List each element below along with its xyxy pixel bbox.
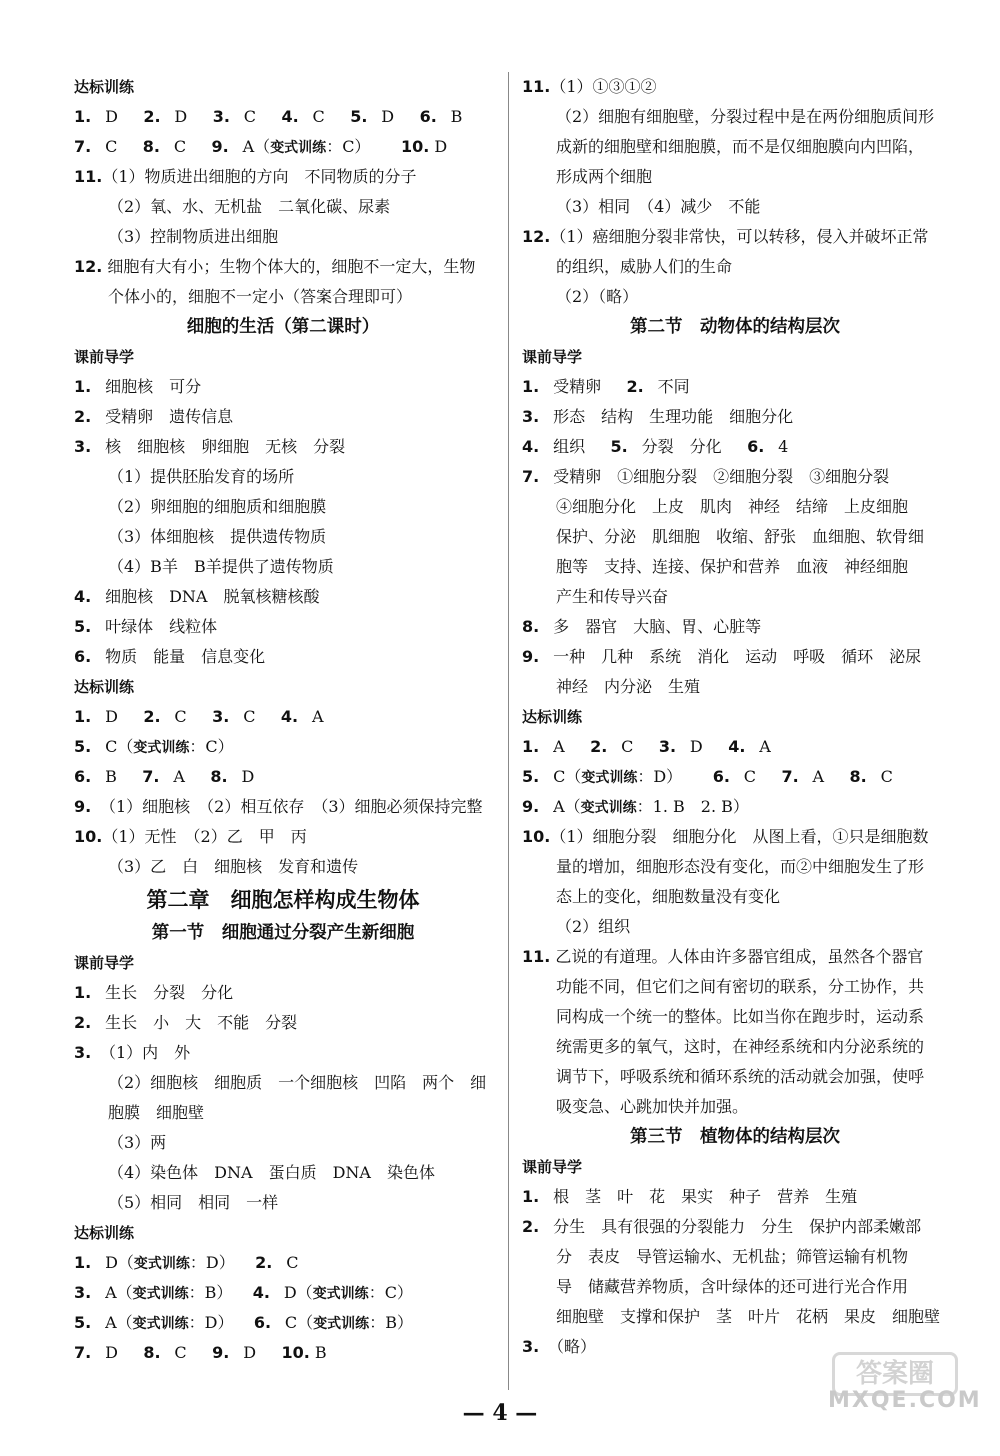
section-heading: 达标训练	[522, 708, 583, 726]
answer-line: 7. 受精卵 ①细胞分裂 ②细胞分裂 ③细胞分裂	[522, 467, 890, 486]
answer-line: 7. D 8. C 9. D 10. B	[74, 1343, 327, 1362]
answer-continuation: （2）细胞有细胞壁，分裂过程中是在两份细胞质间形	[556, 107, 935, 126]
answer-line: 10.（1）无性 （2）乙 甲 丙	[74, 827, 307, 846]
answer-line: 4. 组织 5. 分裂 分化 6. 4	[522, 437, 789, 456]
answer-line: 9. （1）细胞核 （2）相互依存 （3）细胞必须保持完整	[74, 797, 483, 816]
answer-line: 9. A（变式训练：1. B 2. B）	[522, 797, 749, 816]
answer-continuation: 吸变急、心跳加快并加强。	[556, 1097, 749, 1116]
answer-line: 5. 叶绿体 线粒体	[74, 617, 218, 636]
answer-continuation: 产生和传导兴奋	[556, 587, 669, 606]
section-heading: 达标训练	[74, 678, 135, 696]
answer-continuation: 统需更多的氧气，这时，在神经系统和内分泌系统的	[556, 1037, 925, 1056]
answer-line: 1. 细胞核 可分	[74, 377, 202, 396]
page-number: — 4 —	[462, 1400, 538, 1426]
answer-continuation: （2）组织	[556, 917, 631, 936]
section-heading: 课前导学	[522, 1158, 583, 1176]
answer-continuation: 细胞壁 支撑和保护 茎 叶片 花柄 果皮 细胞壁	[556, 1307, 941, 1326]
answer-line: 9. 一种 几种 系统 消化 运动 呼吸 循环 泌尿	[522, 647, 922, 666]
chapter-title: 第二章 细胞怎样构成生物体	[146, 888, 420, 912]
answer-line: 11. 乙说的有道理。人体由许多器官组成，虽然各个器官	[522, 947, 924, 966]
answer-continuation: 分 表皮 导管运输水、无机盐；筛管运输有机物	[556, 1247, 909, 1266]
answer-continuation: （2）细胞核 细胞质 一个细胞核 凹陷 两个 细	[108, 1073, 487, 1092]
answer-line: 3. （略）	[522, 1337, 597, 1356]
answer-continuation: 导 储藏营养物质，含叶绿体的还可进行光合作用	[556, 1277, 909, 1296]
answer-line: 5. C（变式训练：C）	[74, 737, 234, 756]
answer-line: 1. A 2. C 3. D 4. A	[522, 737, 771, 756]
answer-continuation: 调节下，呼吸系统和循环系统的活动就会加强，使呼	[556, 1067, 925, 1086]
answer-line: 2. 生长 小 大 不能 分裂	[74, 1013, 298, 1032]
answer-line: 6. 物质 能量 信息变化	[74, 647, 266, 666]
answer-continuation: （4）B羊 B羊提供了遗传物质	[108, 557, 334, 576]
answer-continuation: 个体小的，细胞不一定小（答案合理即可）	[108, 287, 413, 306]
watermark-logo: 答案圈	[832, 1352, 958, 1396]
answer-line: 11.（1）①③①②	[522, 77, 657, 96]
answer-line: 2. 受精卵 遗传信息	[74, 407, 234, 426]
answer-continuation: 同构成一个统一的整体。比如当你在跑步时，运动系	[556, 1007, 925, 1026]
answer-continuation: （3）乙 白 细胞核 发育和遗传	[108, 857, 359, 876]
answer-line: 1. 根 茎 叶 花 果实 种子 营养 生殖	[522, 1187, 858, 1206]
left-column	[74, 72, 492, 1368]
answer-line: 8. 多 器官 大脑、胃、心脏等	[522, 617, 762, 636]
answer-continuation: 态上的变化，细胞数量没有变化	[556, 887, 781, 906]
answer-continuation: 神经 内分泌 生殖	[556, 677, 701, 696]
answer-continuation: 成新的细胞壁和细胞膜，而不是仅细胞膜向内凹陷，	[556, 137, 925, 156]
answer-line: 12. 细胞有大有小；生物个体大的，细胞不一定大，生物	[74, 257, 476, 276]
answer-continuation: （3）控制物质进出细胞	[108, 227, 279, 246]
answer-line: 3. 形态 结构 生理功能 细胞分化	[522, 407, 794, 426]
answer-continuation: 形成两个细胞	[556, 167, 653, 186]
answer-line: 1. 受精卵 2. 不同	[522, 377, 690, 396]
answer-continuation: （2）氧、水、无机盐 二氧化碳、尿素	[108, 197, 391, 216]
section-heading: 课前导学	[74, 954, 135, 972]
answer-line: 12.（1）癌细胞分裂非常快，可以转移，侵入并破坏正常	[522, 227, 929, 246]
answer-continuation: （4）染色体 DNA 蛋白质 DNA 染色体	[108, 1163, 435, 1182]
answer-continuation: （3）相同 （4）减少 不能	[556, 197, 761, 216]
section-title: 第二节 动物体的结构层次	[630, 317, 840, 337]
answer-line: 10.（1）细胞分裂 细胞分化 从图上看，①只是细胞数	[522, 827, 929, 846]
watermark-text: MXQE.COM	[828, 1388, 982, 1413]
answer-continuation: （3）体细胞核 提供遗传物质	[108, 527, 327, 546]
answer-line: 3. A（变式训练：B） 4. D（变式训练：C）	[74, 1283, 413, 1302]
answer-line: 1. 生长 分裂 分化	[74, 983, 234, 1002]
section-title: 第三节 植物体的结构层次	[630, 1127, 840, 1147]
answer-continuation: （2）（略）	[556, 287, 639, 306]
answer-line: 3. （1）内 外	[74, 1043, 191, 1062]
answer-continuation: 胞膜 细胞壁	[108, 1103, 205, 1122]
section-heading: 达标训练	[74, 78, 135, 96]
answer-continuation: （2）卵细胞的细胞质和细胞膜	[108, 497, 327, 516]
answer-line: 1. D（变式训练：D） 2. C	[74, 1253, 299, 1272]
section-heading: 课前导学	[522, 348, 583, 366]
answer-continuation: 保护、分泌 肌细胞 收缩、舒张 血细胞、软骨细	[556, 527, 925, 546]
answer-line: 7. C 8. C 9. A（变式训练：C） 10. D	[74, 137, 448, 156]
answer-line: 4. 细胞核 DNA 脱氧核糖核酸	[74, 587, 320, 606]
answer-line: 3. 核 细胞核 卵细胞 无核 分裂	[74, 437, 346, 456]
answer-line: 1. D 2. D 3. C 4. C 5. D 6. B	[74, 107, 463, 126]
answer-line: 2. 分生 具有很强的分裂能力 分生 保护内部柔嫩部	[522, 1217, 922, 1236]
answer-line: 5. C（变式训练：D） 6. C 7. A 8. C	[522, 767, 893, 786]
answer-continuation: 量的增加，细胞形态没有变化，而②中细胞发生了形	[556, 857, 925, 876]
section-title: 细胞的生活（第二课时）	[186, 317, 380, 337]
section-heading: 达标训练	[74, 1224, 135, 1242]
answer-line: 11.（1）物质进出细胞的方向 不同物质的分子	[74, 167, 417, 186]
column-divider	[508, 72, 509, 1390]
section-heading: 课前导学	[74, 348, 135, 366]
answer-line: 6. B 7. A 8. D	[74, 767, 255, 786]
answer-continuation: 功能不同，但它们之间有密切的联系，分工协作，共	[556, 977, 925, 996]
answer-continuation: （5）相同 相同 一样	[108, 1193, 279, 1212]
section-title: 第一节 细胞通过分裂产生新细胞	[151, 923, 415, 943]
answer-line: 5. A（变式训练：D） 6. C（变式训练：B）	[74, 1313, 413, 1332]
answer-line: 1. D 2. C 3. C 4. A	[74, 707, 324, 726]
answer-continuation: 胞等 支持、连接、保护和营养 血液 神经细胞	[556, 557, 909, 576]
right-column	[522, 72, 948, 1362]
answer-continuation: ④细胞分化 上皮 肌肉 神经 结缔 上皮细胞	[556, 497, 909, 516]
answer-continuation: 的组织，威胁人们的生命	[556, 257, 733, 276]
answer-continuation: （1）提供胚胎发育的场所	[108, 467, 295, 486]
answer-continuation: （3）两	[108, 1133, 167, 1152]
